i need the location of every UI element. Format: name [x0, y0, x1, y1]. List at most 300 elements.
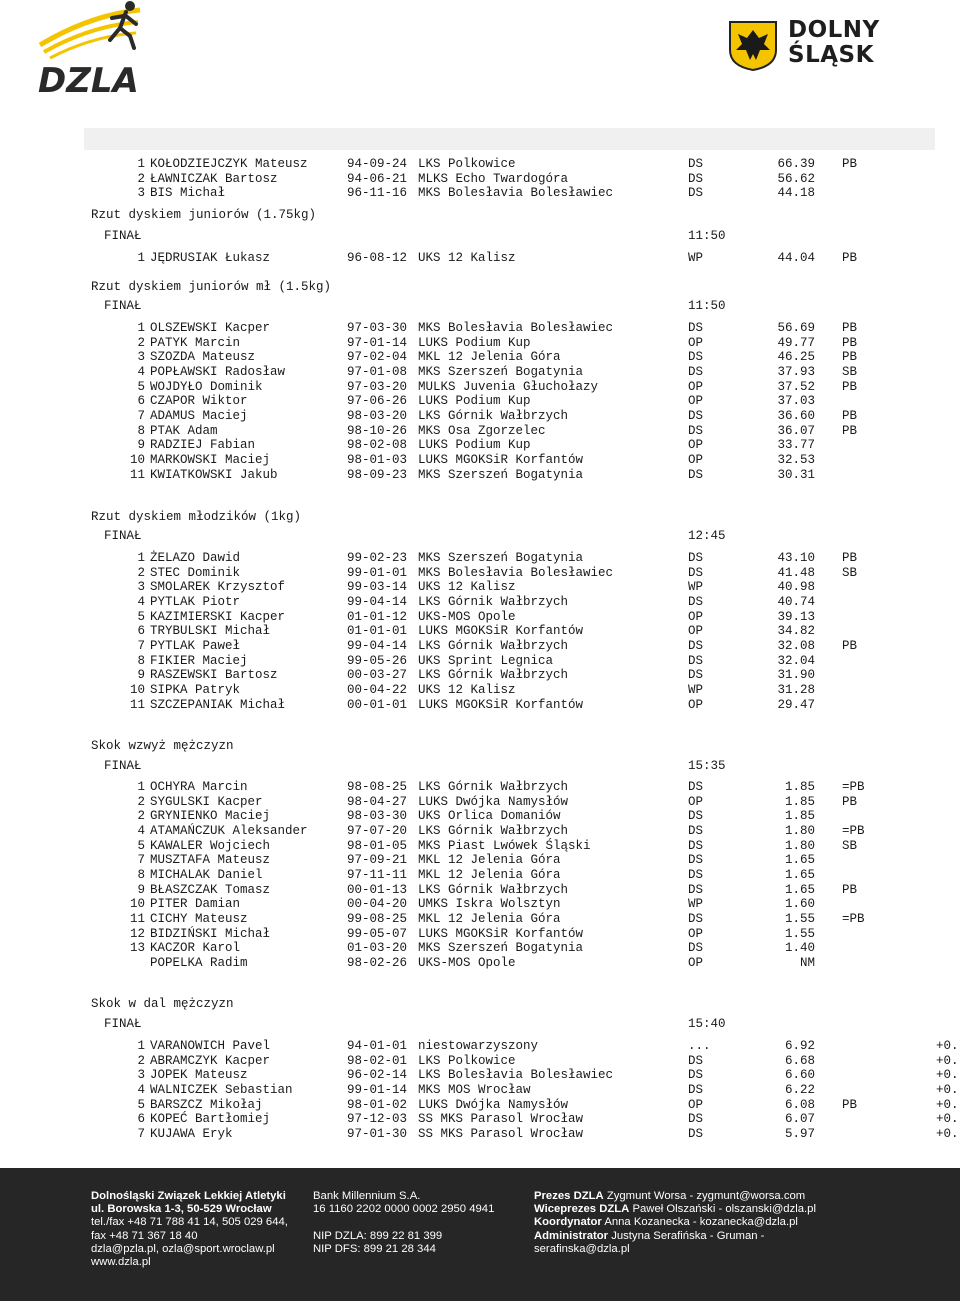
result-value: 39.13: [777, 609, 815, 624]
record-note: SB: [842, 838, 858, 853]
result-value: 1.85: [784, 809, 815, 824]
athlete-name: SZCZEPANIAK Michał: [150, 697, 286, 712]
result-value: 6.08: [784, 1097, 815, 1112]
region-code: DS: [688, 186, 704, 201]
club-name: UKS-MOS Opole: [418, 955, 516, 970]
result-value: 40.98: [777, 580, 815, 595]
place-number: 8: [137, 423, 145, 438]
round-label: FINAŁ: [104, 299, 142, 313]
athlete-name: CICHY Mateusz: [150, 911, 248, 926]
footer-vice-president-value: Paweł Olszański - olszanski@dzla.pl: [632, 1203, 816, 1216]
place-number: 6: [137, 1112, 145, 1127]
region-code: DS: [688, 780, 704, 794]
birth-date: 96-11-16: [347, 186, 408, 201]
birth-date: 99-04-14: [347, 638, 408, 653]
club-name: LKS Górnik Wałbrzych: [418, 823, 569, 838]
footer-contact-column: [91, 1190, 288, 1269]
club-name: SS MKS Parasol Wrocław: [418, 1112, 584, 1127]
result-value: 1.40: [784, 941, 815, 956]
region-code: OP: [688, 794, 704, 809]
region-code: DS: [688, 941, 704, 956]
place-number: 9: [137, 438, 145, 453]
region-code: OP: [688, 1097, 704, 1112]
birth-date: 97-03-20: [347, 379, 408, 394]
footer-spacer: [313, 1216, 494, 1229]
athlete-name: SYGULSKI Kacper: [150, 794, 263, 809]
club-name: MKS Szerszeń Bogatynia: [418, 364, 584, 379]
birth-date: 98-02-01: [347, 1053, 408, 1068]
region-code: DS: [688, 867, 704, 882]
club-name: LUKS Podium Kup: [418, 335, 531, 350]
athlete-name: KAZIMIERSKI Kacper: [150, 609, 286, 624]
footer-bank-column: [313, 1190, 494, 1256]
club-name: niestowarzyszony: [418, 1039, 539, 1053]
record-note: PB: [842, 408, 858, 423]
place-number: 9: [137, 668, 145, 683]
club-name: MKS MOS Wrocław: [418, 1082, 531, 1097]
region-code: WP: [688, 897, 704, 912]
logo-line-1: DOLNY: [788, 17, 880, 43]
round-time: 15:35: [688, 759, 726, 773]
club-name: MKL 12 Jelenia Góra: [418, 853, 561, 868]
region-code: DS: [688, 423, 704, 438]
club-name: LKS Górnik Wałbrzych: [418, 594, 569, 609]
header-divider-bar: [84, 128, 935, 150]
dolny-slask-eagle-icon: [728, 20, 778, 72]
wind-value: +0.: [936, 1126, 959, 1141]
club-name: LKS Polkowice: [418, 157, 516, 171]
event-title: Rzut dyskiem młodzików (1kg): [91, 510, 302, 524]
wind-value: +0.: [936, 1082, 959, 1097]
footer-president: [534, 1190, 816, 1203]
dolny-slask-logo-text: [788, 18, 880, 68]
region-code: DS: [688, 408, 704, 423]
athlete-name: BIS Michał: [150, 186, 226, 201]
record-note: SB: [842, 565, 858, 580]
record-note: =PB: [842, 780, 865, 794]
athlete-name: WOJDYŁO Dominik: [150, 379, 263, 394]
club-name: LKS Bolesłavia Bolesławiec: [418, 1068, 614, 1083]
birth-date: 99-03-14: [347, 580, 408, 595]
record-note: PB: [842, 321, 858, 335]
birth-date: 98-04-27: [347, 794, 408, 809]
birth-date: 97-12-03: [347, 1112, 408, 1127]
place-number: 12: [129, 926, 145, 941]
athlete-name: MICHALAK Daniel: [150, 867, 263, 882]
club-name: MKL 12 Jelenia Góra: [418, 911, 561, 926]
region-code: WP: [688, 251, 704, 265]
result-value: 37.52: [777, 379, 815, 394]
result-value: NM: [799, 955, 815, 970]
footer-president-value: Zygmunt Worsa - zygmunt@worsa.com: [606, 1190, 806, 1202]
round-time: 11:50: [688, 299, 726, 313]
result-value: 1.85: [784, 780, 815, 794]
club-name: LKS Polkowice: [418, 1053, 516, 1068]
club-name: MKL 12 Jelenia Góra: [418, 867, 561, 882]
footer-fax: fax +48 71 367 18 40: [91, 1229, 198, 1242]
birth-date: 00-01-01: [347, 697, 408, 712]
footer-coordinator: [534, 1216, 816, 1229]
region-code: WP: [688, 580, 704, 595]
record-note: PB: [842, 794, 858, 809]
result-value: 56.62: [777, 171, 815, 186]
birth-date: 96-08-12: [347, 251, 408, 265]
result-value: 30.31: [777, 467, 815, 482]
athlete-name: FIKIER Maciej: [150, 653, 248, 668]
wind-value: +0.: [936, 1068, 959, 1083]
club-name: UKS-MOS Opole: [418, 609, 516, 624]
record-note: =PB: [842, 911, 865, 926]
region-code: DS: [688, 157, 704, 171]
result-value: 44.18: [777, 186, 815, 201]
record-note: PB: [842, 882, 858, 897]
club-name: MKS Szerszeń Bogatynia: [418, 467, 584, 482]
footer-administrator-email[interactable]: serafinska@dzla.pl: [534, 1242, 630, 1255]
dzla-logo: [30, 0, 180, 100]
region-code: DS: [688, 551, 704, 565]
athlete-name: RADZIEJ Fabian: [150, 438, 256, 453]
region-code: DS: [688, 882, 704, 897]
region-code: DS: [688, 668, 704, 683]
birth-date: 99-08-25: [347, 911, 408, 926]
result-value: 31.28: [777, 682, 815, 697]
athlete-name: BIDZIŃSKI Michał: [150, 926, 271, 941]
place-number: 11: [129, 467, 145, 482]
result-value: 5.97: [784, 1126, 815, 1141]
region-code: DS: [688, 467, 704, 482]
dolny-slask-logo: [728, 18, 888, 78]
result-value: 1.55: [784, 911, 815, 926]
footer-president-label: Prezes DZLA: [534, 1190, 604, 1202]
birth-date: 97-11-11: [347, 867, 408, 882]
birth-date: 98-01-02: [347, 1097, 408, 1112]
club-name: LUKS Podium Kup: [418, 394, 531, 409]
record-note: PB: [842, 551, 858, 565]
place-number: 8: [137, 653, 145, 668]
birth-date: 00-04-22: [347, 682, 408, 697]
round-time: 15:40: [688, 1017, 726, 1031]
birth-date: 94-01-01: [347, 1039, 408, 1053]
region-code: ...: [688, 1039, 711, 1053]
club-name: LKS Górnik Wałbrzych: [418, 638, 569, 653]
region-code: DS: [688, 594, 704, 609]
place-number: 2: [137, 809, 145, 824]
region-code: DS: [688, 1053, 704, 1068]
footer-vice-president: [534, 1203, 816, 1216]
club-name: LUKS Dwójka Namysłów: [418, 794, 569, 809]
place-number: 4: [137, 364, 145, 379]
result-value: 32.08: [777, 638, 815, 653]
athlete-name: RASZEWSKI Bartosz: [150, 668, 278, 683]
place-number: 1: [137, 321, 145, 335]
round-label: FINAŁ: [104, 229, 142, 243]
region-code: OP: [688, 394, 704, 409]
record-note: PB: [842, 157, 858, 171]
place-number: 1: [137, 1039, 145, 1053]
wind-value: +0.: [936, 1053, 959, 1068]
club-name: UKS 12 Kalisz: [418, 251, 516, 265]
place-number: 7: [137, 638, 145, 653]
birth-date: 97-06-26: [347, 394, 408, 409]
result-value: 36.60: [777, 408, 815, 423]
footer-nip-dfs: NIP DFS: 899 21 28 344: [313, 1242, 436, 1255]
birth-date: 01-01-01: [347, 624, 408, 639]
athlete-name: TRYBULSKI Michał: [150, 624, 271, 639]
birth-date: 97-07-20: [347, 823, 408, 838]
birth-date: 98-01-03: [347, 452, 408, 467]
result-value: 1.80: [784, 838, 815, 853]
birth-date: 98-03-20: [347, 408, 408, 423]
birth-date: 98-03-30: [347, 809, 408, 824]
birth-date: 97-02-04: [347, 350, 408, 365]
result-value: 37.03: [777, 394, 815, 409]
logo-line-2: ŚLĄSK: [788, 42, 874, 68]
result-value: 43.10: [777, 551, 815, 565]
result-value: 44.04: [777, 251, 815, 265]
birth-date: 99-04-14: [347, 594, 408, 609]
athlete-name: POPELKA Radim: [150, 955, 248, 970]
region-code: OP: [688, 926, 704, 941]
place-number: 9: [137, 882, 145, 897]
place-number: 7: [137, 408, 145, 423]
round-time: 11:50: [688, 229, 726, 243]
birth-date: 97-01-08: [347, 364, 408, 379]
region-code: OP: [688, 624, 704, 639]
region-code: DS: [688, 364, 704, 379]
birth-date: 94-09-24: [347, 157, 408, 171]
club-name: LUKS MGOKSiR Korfantów: [418, 926, 584, 941]
event-title: Skok w dal mężczyzn: [91, 997, 234, 1011]
athlete-name: JOPEK Mateusz: [150, 1068, 248, 1083]
athlete-name: PTAK Adam: [150, 423, 218, 438]
place-number: 7: [137, 853, 145, 868]
club-name: MKS Osa Zgorzelec: [418, 423, 546, 438]
region-code: DS: [688, 853, 704, 868]
region-code: DS: [688, 809, 704, 824]
club-name: LKS Górnik Wałbrzych: [418, 780, 569, 794]
footer-officers-column: [534, 1190, 816, 1256]
place-number: 1: [137, 157, 145, 171]
birth-date: 99-05-07: [347, 926, 408, 941]
athlete-name: WALNICZEK Sebastian: [150, 1082, 293, 1097]
athlete-name: ADAMUS Maciej: [150, 408, 248, 423]
club-name: LKS Górnik Wałbrzych: [418, 408, 569, 423]
record-note: PB: [842, 350, 858, 365]
place-number: 8: [137, 867, 145, 882]
athlete-name: MARKOWSKI Maciej: [150, 452, 271, 467]
result-value: 33.77: [777, 438, 815, 453]
athlete-name: MUSZTAFA Mateusz: [150, 853, 271, 868]
athlete-name: CZAPOR Wiktor: [150, 394, 248, 409]
result-value: 49.77: [777, 335, 815, 350]
result-value: 56.69: [777, 321, 815, 335]
result-value: 66.39: [777, 157, 815, 171]
athlete-name: KUJAWA Eryk: [150, 1126, 233, 1141]
athlete-name: GRYNIENKO Maciej: [150, 809, 271, 824]
result-value: 40.74: [777, 594, 815, 609]
result-value: 1.85: [784, 794, 815, 809]
footer-bank-account: 16 1160 2202 0000 0002 2950 4941: [313, 1203, 495, 1216]
footer-vice-president-label: Wiceprezes DZLA: [534, 1203, 630, 1216]
result-value: 1.60: [784, 897, 815, 912]
birth-date: 97-03-30: [347, 321, 408, 335]
region-code: OP: [688, 335, 704, 350]
birth-date: 98-10-26: [347, 423, 408, 438]
club-name: LUKS MGOKSiR Korfantów: [418, 697, 584, 712]
region-code: DS: [688, 1126, 704, 1141]
place-number: 2: [137, 794, 145, 809]
region-code: DS: [688, 653, 704, 668]
athlete-name: PYTLAK Paweł: [150, 638, 241, 653]
athlete-name: KOPEĆ Bartłomiej: [150, 1112, 271, 1127]
place-number: 4: [137, 1082, 145, 1097]
club-name: LUKS MGOKSiR Korfantów: [418, 624, 584, 639]
record-note: PB: [842, 379, 858, 394]
result-value: 1.55: [784, 926, 815, 941]
club-name: MKS Szerszeń Bogatynia: [418, 941, 584, 956]
wind-value: +0.: [936, 1097, 959, 1112]
birth-date: 00-03-27: [347, 668, 408, 683]
place-number: 2: [137, 1053, 145, 1068]
place-number: 3: [137, 350, 145, 365]
footer-coordinator-label: Koordynator: [534, 1216, 602, 1229]
place-number: 2: [137, 565, 145, 580]
region-code: DS: [688, 911, 704, 926]
event-title: Rzut dyskiem juniorów mł (1.5kg): [91, 280, 332, 294]
birth-date: 98-02-26: [347, 955, 408, 970]
birth-date: 00-01-13: [347, 882, 408, 897]
result-value: 1.65: [784, 853, 815, 868]
dzla-logo-text: DZLA: [38, 61, 139, 100]
athlete-name: KOŁODZIEJCZYK Mateusz: [150, 157, 308, 171]
athlete-name: ŁAWNICZAK Bartosz: [150, 171, 278, 186]
result-value: 6.92: [784, 1039, 815, 1053]
result-value: 36.07: [777, 423, 815, 438]
club-name: MKL 12 Jelenia Góra: [418, 350, 561, 365]
region-code: OP: [688, 955, 704, 970]
region-code: DS: [688, 565, 704, 580]
birth-date: 99-01-14: [347, 1082, 408, 1097]
round-label: FINAŁ: [104, 529, 142, 543]
footer-email[interactable]: dzla@pzla.pl, ozla@sport.wroclaw.pl: [91, 1242, 275, 1255]
athlete-name: ATAMAŃCZUK Aleksander: [150, 823, 308, 838]
region-code: OP: [688, 697, 704, 712]
place-number: 6: [137, 624, 145, 639]
birth-date: 98-02-08: [347, 438, 408, 453]
region-code: DS: [688, 1068, 704, 1083]
runner-logo-icon: [30, 0, 180, 100]
athlete-name: STEC Dominik: [150, 565, 241, 580]
place-number: 5: [137, 609, 145, 624]
record-note: PB: [842, 423, 858, 438]
place-number: 10: [129, 682, 145, 697]
result-value: 46.25: [777, 350, 815, 365]
region-code: OP: [688, 379, 704, 394]
wind-value: +0.: [936, 1112, 959, 1127]
athlete-name: ŻELAZO Dawid: [150, 551, 241, 565]
event-title: Skok wzwyż mężczyzn: [91, 739, 234, 753]
place-number: 7: [137, 1126, 145, 1141]
region-code: DS: [688, 350, 704, 365]
place-number: 10: [129, 897, 145, 912]
record-note: PB: [842, 251, 858, 265]
wind-value: +0.: [936, 1039, 959, 1053]
athlete-name: KWIATKOWSKI Jakub: [150, 467, 278, 482]
place-number: 11: [129, 697, 145, 712]
athlete-name: SMOLAREK Krzysztof: [150, 580, 286, 595]
result-value: 29.47: [777, 697, 815, 712]
place-number: 5: [137, 379, 145, 394]
region-code: DS: [688, 823, 704, 838]
athlete-name: PATYK Marcin: [150, 335, 241, 350]
club-name: MKS Piast Lwówek Śląski: [418, 838, 591, 853]
athlete-name: SIPKA Patryk: [150, 682, 241, 697]
result-value: 1.80: [784, 823, 815, 838]
place-number: 10: [129, 452, 145, 467]
footer-org-name: Dolnośląski Związek Lekkiej Atletyki: [91, 1190, 286, 1202]
athlete-name: KAWALER Wojciech: [150, 838, 271, 853]
birth-date: 97-09-21: [347, 853, 408, 868]
place-number: 2: [137, 335, 145, 350]
athlete-name: BARSZCZ Mikołaj: [150, 1097, 263, 1112]
footer-administrator-value: Justyna Serafińska - Gruman -: [611, 1229, 765, 1242]
athlete-name: VARANOWICH Pavel: [150, 1039, 271, 1053]
result-value: 32.04: [777, 653, 815, 668]
result-value: 32.53: [777, 452, 815, 467]
club-name: MLKS Echo Twardogóra: [418, 171, 569, 186]
region-code: DS: [688, 838, 704, 853]
club-name: MKS Bolesłavia Bolesławiec: [418, 565, 614, 580]
result-value: 1.65: [784, 882, 815, 897]
result-value: 31.90: [777, 668, 815, 683]
club-name: LUKS MGOKSiR Korfantów: [418, 452, 584, 467]
club-name: MULKS Juvenia Głuchołazy: [418, 379, 599, 394]
place-number: 3: [137, 580, 145, 595]
footer-website[interactable]: www.dzla.pl: [91, 1256, 151, 1269]
result-value: 6.60: [784, 1068, 815, 1083]
footer-coordinator-value: Anna Kozanecka - kozanecka@dzla.pl: [604, 1216, 798, 1229]
footer-phone: tel./fax +48 71 788 41 14, 505 029 644,: [91, 1216, 288, 1229]
region-code: DS: [688, 1112, 704, 1127]
place-number: 3: [137, 186, 145, 201]
club-name: MKS Bolesłavia Bolesławiec: [418, 321, 614, 335]
round-label: FINAŁ: [104, 759, 142, 773]
footer-administrator-label: Administrator: [534, 1229, 609, 1242]
club-name: MKS Szerszeń Bogatynia: [418, 551, 584, 565]
birth-date: 99-02-23: [347, 551, 408, 565]
place-number: 11: [129, 911, 145, 926]
athlete-name: PYTLAK Piotr: [150, 594, 241, 609]
region-code: DS: [688, 171, 704, 186]
club-name: UKS Orlica Domaniów: [418, 809, 561, 824]
club-name: LUKS Podium Kup: [418, 438, 531, 453]
club-name: UKS 12 Kalisz: [418, 580, 516, 595]
athlete-name: SZOZDA Mateusz: [150, 350, 256, 365]
place-number: 1: [137, 251, 145, 265]
birth-date: 98-08-25: [347, 780, 408, 794]
birth-date: 97-01-14: [347, 335, 408, 350]
birth-date: 94-06-21: [347, 171, 408, 186]
birth-date: 00-04-20: [347, 897, 408, 912]
athlete-name: OCHYRA Marcin: [150, 780, 248, 794]
club-name: UMKS Iskra Wolsztyn: [418, 897, 561, 912]
footer-nip-dzla: NIP DZLA: 899 22 81 399: [313, 1229, 443, 1242]
footer-bank-name: Bank Millennium S.A.: [313, 1190, 421, 1202]
place-number: 1: [137, 780, 145, 794]
place-number: 6: [137, 394, 145, 409]
birth-date: 97-01-30: [347, 1126, 408, 1141]
record-note: =PB: [842, 823, 865, 838]
